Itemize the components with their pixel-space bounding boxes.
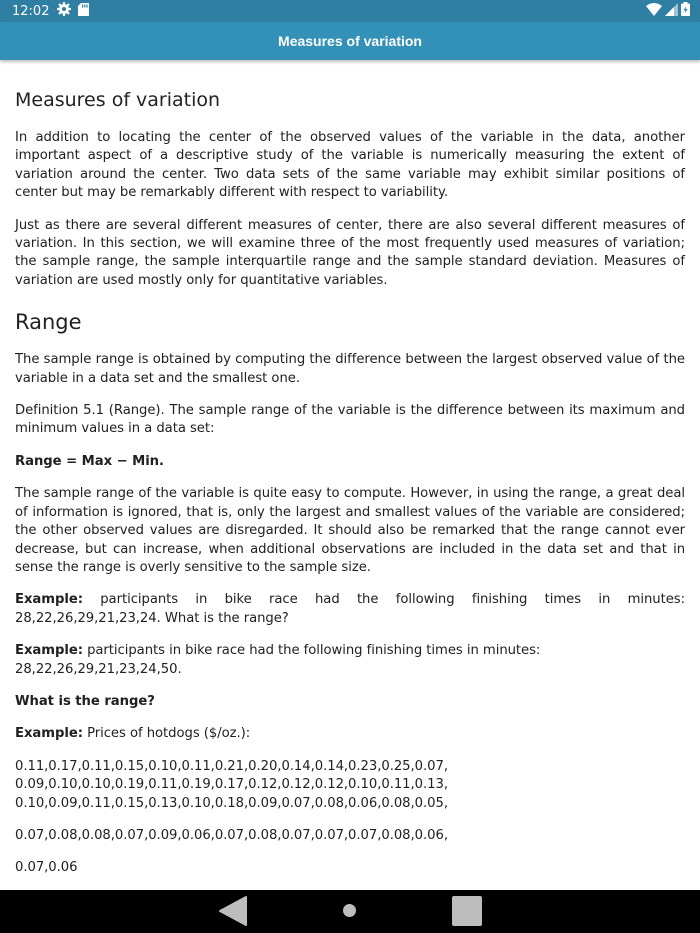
example-1-label: Example: bbox=[15, 592, 83, 608]
range-heading: Range bbox=[15, 310, 82, 335]
hotdog-data-line-1: 0.11,0.17,0.11,0.15,0.10,0.11,0.21,0.20,0.14,0.14,0.23,0.25,0.07, bbox=[15, 758, 448, 774]
hotdog-data-block bbox=[15, 758, 685, 813]
wifi-icon bbox=[646, 3, 662, 20]
example-1 bbox=[15, 591, 685, 628]
example-3-label: Example: bbox=[15, 726, 83, 742]
intro-paragraph-2: Just as there are several different measures of center, there are also several different measures of variation. In this section, we will examine three of the most frequently used measures of variation; the sample range, the sample interquartile range and the sample standard deviation. Measures of variation are used mostly only for quantitative variables. bbox=[15, 217, 685, 288]
example-2-text: participants in bike race had the following finishing times in minutes: 28,22,26,29,21,23,24,50. bbox=[15, 643, 541, 677]
what-is-range bbox=[15, 693, 685, 711]
range-formula bbox=[15, 453, 685, 471]
gear-icon bbox=[57, 2, 71, 20]
article-content[interactable] bbox=[15, 60, 685, 890]
intro-paragraph-1: In addition to locating the center of the observed values of the variable in the data, another important aspect of a descriptive study of the variable is numerically measuring the extent of variation around the center. Two data sets of the same variable may exhibit similar positions of center but may be remarkably different with respect to variability. bbox=[15, 130, 685, 201]
navigation-bar bbox=[0, 890, 700, 933]
battery-icon bbox=[681, 2, 690, 20]
status-time: 12:02 bbox=[12, 3, 50, 19]
sd-card-icon bbox=[78, 3, 89, 20]
back-icon[interactable] bbox=[218, 896, 248, 930]
example-3-text: Prices of hotdogs ($/oz.): bbox=[82, 726, 251, 742]
home-icon[interactable] bbox=[343, 904, 356, 917]
hotdog-data-line-4: 0.07,0.08,0.08,0.07,0.09,0.06,0.07,0.08,0.07,0.07,0.07,0.08,0.06, bbox=[15, 827, 448, 843]
what-is-range-text: What is the range? bbox=[15, 693, 155, 709]
app-bar bbox=[0, 22, 700, 60]
range-definition: Definition 5.1 (Range). The sample range of the variable is the difference between its maximum and minimum values in a data set: bbox=[15, 403, 685, 437]
hotdog-data-line-3: 0.10,0.09,0.11,0.15,0.13,0.10,0.18,0.09,0.07,0.08,0.06,0.08,0.05, bbox=[15, 795, 448, 811]
range-paragraph-2: The sample range of the variable is quite easy to compute. However, in using the range, a great deal of information is ignored, that is, only the largest and smallest values of the variable are considered; the other observed values are disregarded. It should also be remarked that the range cannot ever decrease, but can increase, when additional observations are included in the data set and that in sense the range is overly sensitive to the sample size. bbox=[15, 486, 685, 575]
signal-icon bbox=[665, 3, 678, 20]
page-title: Measures of variation bbox=[15, 89, 221, 111]
status-bar bbox=[0, 0, 700, 22]
recent-apps-icon[interactable] bbox=[452, 896, 482, 926]
example-3 bbox=[15, 725, 685, 743]
range-paragraph-1: The sample range is obtained by computing the difference between the largest observed value of the variable in a data set and the smallest one. bbox=[15, 352, 685, 386]
hotdog-data-line-5: 0.07,0.06 bbox=[15, 860, 78, 876]
example-1-text: participants in bike race had the following finishing times in minutes: 28,22,26,29,21,23,24. What is the range? bbox=[15, 592, 685, 626]
example-2 bbox=[15, 642, 685, 679]
hotdog-data-line-2: 0.09,0.10,0.10,0.19,0.11,0.19,0.17,0.12,0.12,0.12,0.10,0.11,0.13, bbox=[15, 777, 448, 793]
range-formula-text: Range = Max − Min. bbox=[15, 453, 164, 469]
app-bar-title: Measures of variation bbox=[278, 33, 422, 49]
example-2-label: Example: bbox=[15, 643, 83, 659]
